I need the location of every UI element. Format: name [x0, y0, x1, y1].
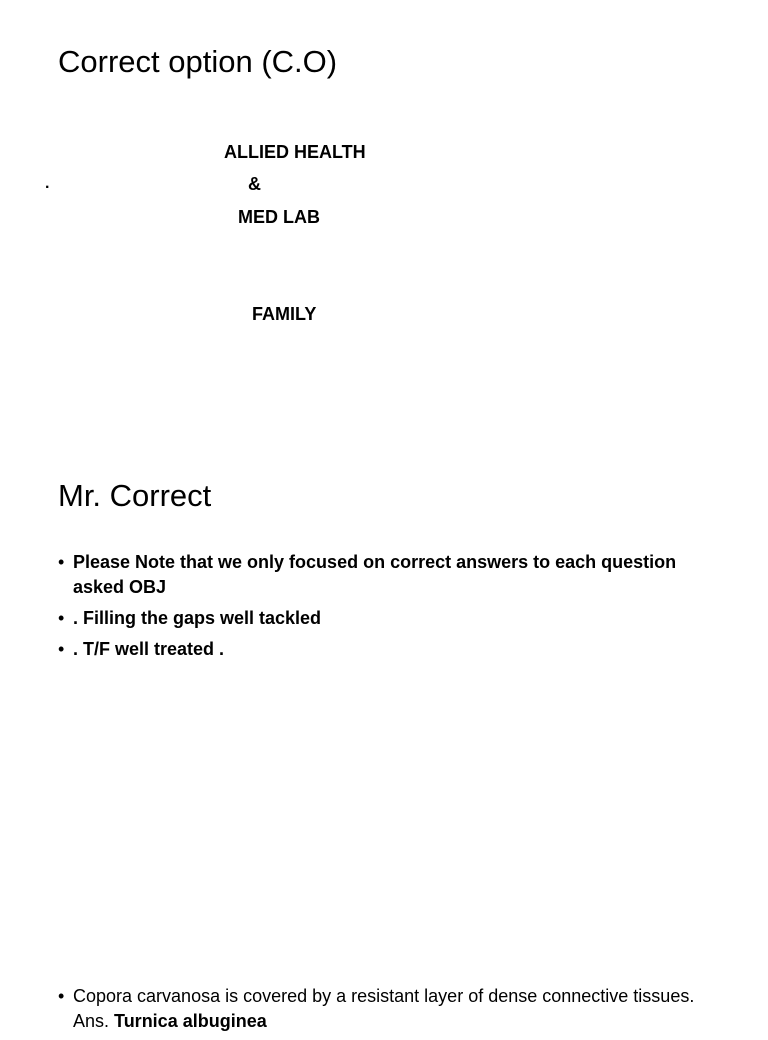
slide-title: Mr. Correct [58, 478, 212, 513]
answer-text: Turnica albuginea [114, 1011, 267, 1031]
slide-mr-correct [0, 430, 768, 830]
bullet-icon: • [58, 986, 65, 1006]
list-item [58, 606, 718, 631]
bullet-icon: • [58, 639, 65, 659]
bullet-text: . T/F well treated . [73, 639, 225, 659]
slide-question [0, 830, 768, 1031]
med-lab-label: MED LAB [238, 207, 320, 227]
bullet-text: Please Note that we only focused on correct answers to each question asked OBJ [73, 552, 677, 597]
list-item [58, 984, 718, 1034]
bullet-list [58, 984, 718, 1040]
slide-title: Correct option (C.O) [58, 44, 338, 79]
list-item [58, 550, 718, 600]
bullet-icon: • [58, 552, 65, 572]
bullet-list [58, 550, 718, 668]
slide-title-page [0, 0, 768, 430]
allied-health-label: ALLIED HEALTH [224, 142, 366, 162]
question-text: Copora carvanosa is covered by a resistant layer of dense connective tissues. Ans. [73, 986, 695, 1031]
family-label: FAMILY [252, 304, 317, 324]
ampersand-label: & [248, 174, 261, 194]
bullet-text: . Filling the gaps well tackled [73, 608, 322, 628]
list-item [58, 637, 718, 662]
bullet-icon: • [58, 608, 65, 628]
stray-dot: . [45, 175, 50, 192]
